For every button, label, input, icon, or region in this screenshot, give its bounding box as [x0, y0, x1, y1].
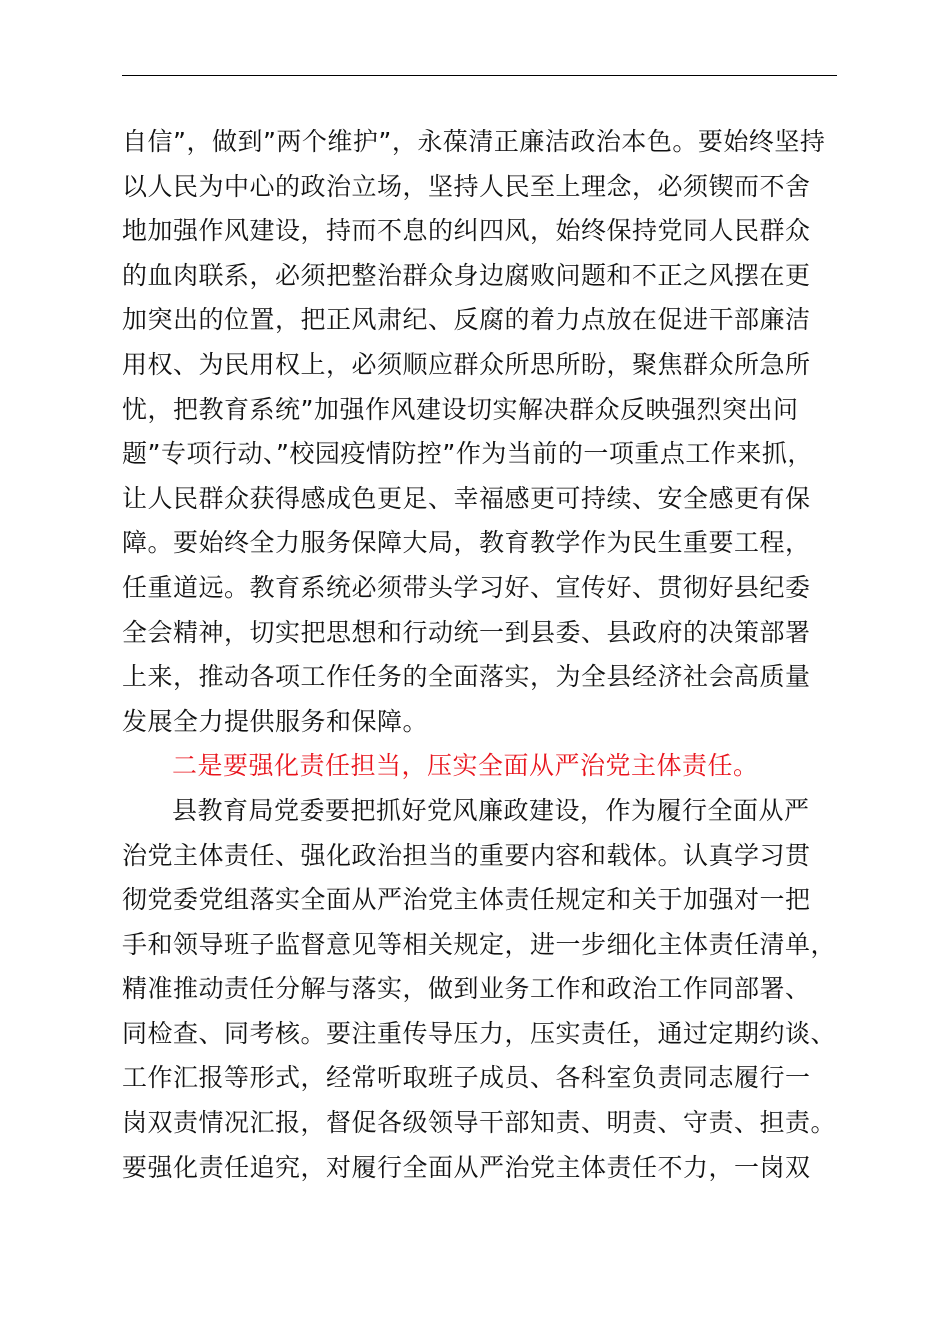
- text-line: 自信”，做到”两个维护”，永葆清正廉洁政治本色。要始终坚持: [122, 127, 826, 156]
- text-line: 忧，把教育系统”加强作风建设切实解决群众反映强烈突出问: [122, 394, 799, 424]
- text-line: 障。要始终全力服务保障大局，教育教学作为民生重要工程，: [122, 528, 811, 558]
- text-line: 上来，推动各项工作任务的全面落实，为全县经济社会高质量: [122, 662, 811, 692]
- paragraph-1: [122, 120, 862, 744]
- text-line: 工作汇报等形式，经常听取班子成员、各科室负责同志履行一: [122, 1063, 811, 1093]
- text-line: 题”专项行动、”校园疫情防控”作为当前的一项重点工作来抓，: [122, 439, 813, 469]
- text-line: 彻党委党组落实全面从严治党主体责任规定和关于加强对一把: [122, 885, 811, 915]
- paragraph-2: [122, 789, 862, 1190]
- text-line: 地加强作风建设，持而不息的纠四风，始终保持党同人民群众: [122, 216, 811, 246]
- text-line: 任重道远。教育系统必须带头学习好、宣传好、贯彻好县纪委: [122, 572, 811, 602]
- text-line: 发展全力提供服务和保障。: [122, 706, 429, 736]
- text-line: 要强化责任追究，对履行全面从严治党主体责任不力，一岗双: [122, 1152, 811, 1182]
- text-line: 手和领导班子监督意见等相关规定，进一步细化主体责任清单，: [122, 929, 837, 959]
- text-line: 用权、为民用权上，必须顺应群众所思所盼，聚焦群众所急所: [122, 349, 811, 379]
- text-line: 精准推动责任分解与落实，做到业务工作和政治工作同部署、: [122, 974, 811, 1004]
- section-heading: 二是要强化责任担当，压实全面从严治党主体责任。: [172, 751, 759, 781]
- text-line: 治党主体责任、强化政治担当的重要内容和载体。认真学习贯: [122, 840, 811, 870]
- header-rule: [122, 75, 837, 76]
- text-line: 同检查、同考核。要注重传导压力，压实责任，通过定期约谈、: [122, 1018, 837, 1048]
- text-line: 岗双责情况汇报，督促各级领导干部知责、明责、守责、担责。: [122, 1108, 837, 1138]
- text-line: 县教育局党委要把抓好党风廉政建设，作为履行全面从严: [172, 795, 810, 825]
- text-line: 让人民群众获得感成色更足、幸福感更可持续、安全感更有保: [122, 483, 811, 513]
- text-line: 的血肉联系，必须把整治群众身边腐败问题和不正之风摆在更: [122, 260, 811, 290]
- text-line: 加突出的位置，把正风肃纪、反腐的着力点放在促进干部廉洁: [122, 305, 811, 335]
- text-line: 以人民为中心的政治立场，坚持人民至上理念，必须锲而不舍: [122, 171, 811, 201]
- text-line: 全会精神，切实把思想和行动统一到县委、县政府的决策部署: [122, 617, 811, 647]
- document-body: [122, 120, 862, 1190]
